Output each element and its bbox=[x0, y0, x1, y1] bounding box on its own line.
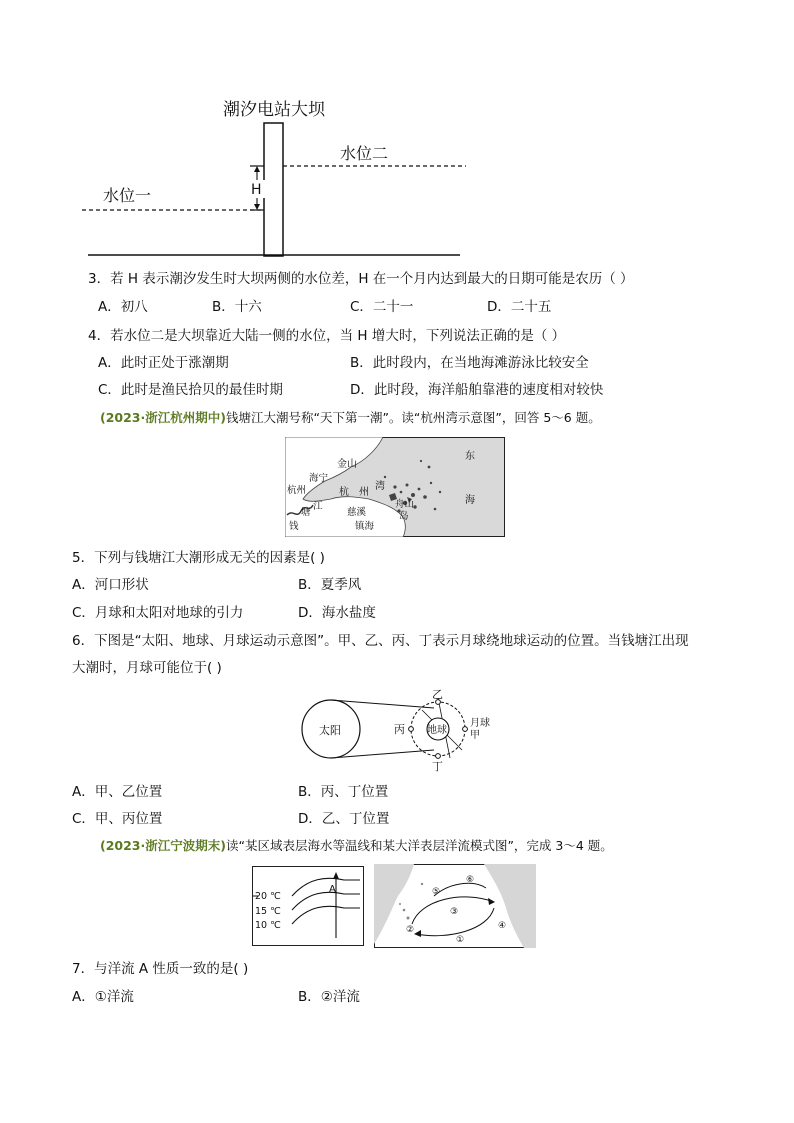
q4-option-b[interactable]: B．此时段内，在当地海滩游泳比较安全 bbox=[350, 355, 589, 371]
current-label-4: ④ bbox=[498, 921, 507, 931]
q6-stem-line2: 大潮时，月球可能位于( ) bbox=[72, 660, 222, 676]
q5-option-a[interactable]: A．河口形状 bbox=[72, 577, 149, 593]
q6-stem-line1: 6．下图是“太阳、地球、月球运动示意图”。甲、乙、丙、丁表示月球绕地球运动的位置。当钱塘江出现 bbox=[72, 633, 689, 649]
t20-label: 20 ℃ bbox=[255, 891, 281, 902]
t15-label: 15 ℃ bbox=[255, 906, 281, 917]
intro-ningbo bbox=[100, 837, 613, 855]
q4-option-a[interactable]: A．此时正处于涨潮期 bbox=[98, 355, 229, 371]
label-dao: 岛 bbox=[399, 511, 409, 522]
q3-stem: 3．若 H 表示潮汐发生时大坝两侧的水位差，H 在一个月内达到最大的日期可能是农历（ ） bbox=[88, 271, 634, 287]
label-tang: 塘 bbox=[301, 507, 311, 518]
moon-label: 月球 bbox=[470, 718, 490, 729]
q3-option-a[interactable]: A．初八 bbox=[98, 299, 148, 315]
dam-title: 潮汐电站大坝 bbox=[223, 100, 325, 120]
current-a-label: A bbox=[329, 884, 336, 895]
q4-stem: 4．若水位二是大坝靠近大陆一侧的水位，当 H 增大时，下列说法正确的是（ ） bbox=[88, 328, 566, 344]
q6-option-d[interactable]: D．乙、丁位置 bbox=[298, 811, 390, 827]
water-level-one-label: 水位一 bbox=[103, 186, 152, 205]
pos-yi: 乙 bbox=[432, 688, 443, 701]
t10-label: 10 ℃ bbox=[255, 920, 281, 931]
sun-label: 太阳 bbox=[319, 724, 341, 737]
dam-figure bbox=[70, 92, 490, 262]
q6-option-b[interactable]: B．丙、丁位置 bbox=[298, 784, 389, 800]
intro-ningbo-text: 读“某区域表层海水等温线和某大洋表层洋流模式图”，完成 3～4 题。 bbox=[225, 838, 613, 853]
hangzhou-bay-map bbox=[285, 437, 505, 537]
label-hai: 海 bbox=[465, 495, 475, 506]
label-dong: 东 bbox=[465, 451, 475, 462]
q6-option-a[interactable]: A．甲、乙位置 bbox=[72, 784, 163, 800]
label-zhou: 州 bbox=[359, 487, 369, 498]
label-cixi: 慈溪 bbox=[347, 507, 367, 518]
q3-option-d[interactable]: D．二十五 bbox=[487, 299, 552, 315]
current-label-3: ③ bbox=[450, 907, 459, 917]
q3-option-b[interactable]: B．十六 bbox=[212, 299, 262, 315]
intro-ningbo-source: (2023·浙江宁波期末) bbox=[100, 838, 226, 853]
current-label-6: ⑥ bbox=[466, 875, 475, 885]
intro-hangzhou bbox=[100, 409, 601, 427]
q5-option-c[interactable]: C．月球和太阳对地球的引力 bbox=[72, 605, 244, 621]
q7-option-b[interactable]: B．②洋流 bbox=[298, 989, 360, 1005]
current-label-5: ⑤ bbox=[432, 887, 441, 897]
q7-option-a[interactable]: A．①洋流 bbox=[72, 989, 134, 1005]
h-label: H bbox=[251, 182, 262, 198]
label-hang: 杭 bbox=[339, 487, 349, 498]
q7-stem: 7．与洋流 A 性质一致的是( ) bbox=[72, 961, 249, 977]
pos-jia: 甲 bbox=[470, 730, 480, 741]
label-jinshan: 金山 bbox=[337, 459, 357, 470]
q4-option-c[interactable]: C．此时是渔民拾贝的最佳时期 bbox=[98, 382, 283, 398]
label-zhenhai: 镇海 bbox=[355, 521, 375, 532]
pos-ding: 丁 bbox=[432, 760, 443, 772]
q5-option-d[interactable]: D．海水盐度 bbox=[298, 605, 376, 621]
label-zhoushan: 舟山 bbox=[395, 499, 415, 510]
label-haining: 海宁 bbox=[309, 473, 329, 484]
label-wan: 湾 bbox=[375, 481, 385, 492]
intro-hangzhou-text: 钱塘江大潮号称“天下第一潮”。读“杭州湾示意图”，回答 5～6 题。 bbox=[225, 410, 601, 425]
current-label-2: ② bbox=[406, 925, 415, 935]
label-hangzhou: 杭州 bbox=[287, 485, 307, 496]
q6-option-c[interactable]: C．甲、丙位置 bbox=[72, 811, 163, 827]
intro-hangzhou-source: (2023·浙江杭州期中) bbox=[100, 410, 226, 425]
earth-label: 地球 bbox=[427, 725, 447, 736]
orbit-figure bbox=[298, 686, 508, 772]
q5-stem: 5．下列与钱塘江大潮形成无关的因素是( ) bbox=[72, 550, 325, 566]
dam-wall bbox=[264, 123, 283, 256]
q3-option-c[interactable]: C．二十一 bbox=[350, 299, 414, 315]
pos-bing: 丙 bbox=[394, 723, 405, 736]
label-jiang: 江 bbox=[313, 501, 323, 512]
isotherm-figure bbox=[252, 866, 364, 946]
current-label-1: ① bbox=[456, 935, 465, 945]
label-qian: 钱 bbox=[289, 521, 299, 532]
water-level-two-label: 水位二 bbox=[340, 144, 389, 163]
q5-option-b[interactable]: B．夏季风 bbox=[298, 577, 362, 593]
ocean-current-map bbox=[374, 864, 536, 948]
q4-option-d[interactable]: D．此时段，海洋船舶靠港的速度相对较快 bbox=[350, 382, 604, 398]
